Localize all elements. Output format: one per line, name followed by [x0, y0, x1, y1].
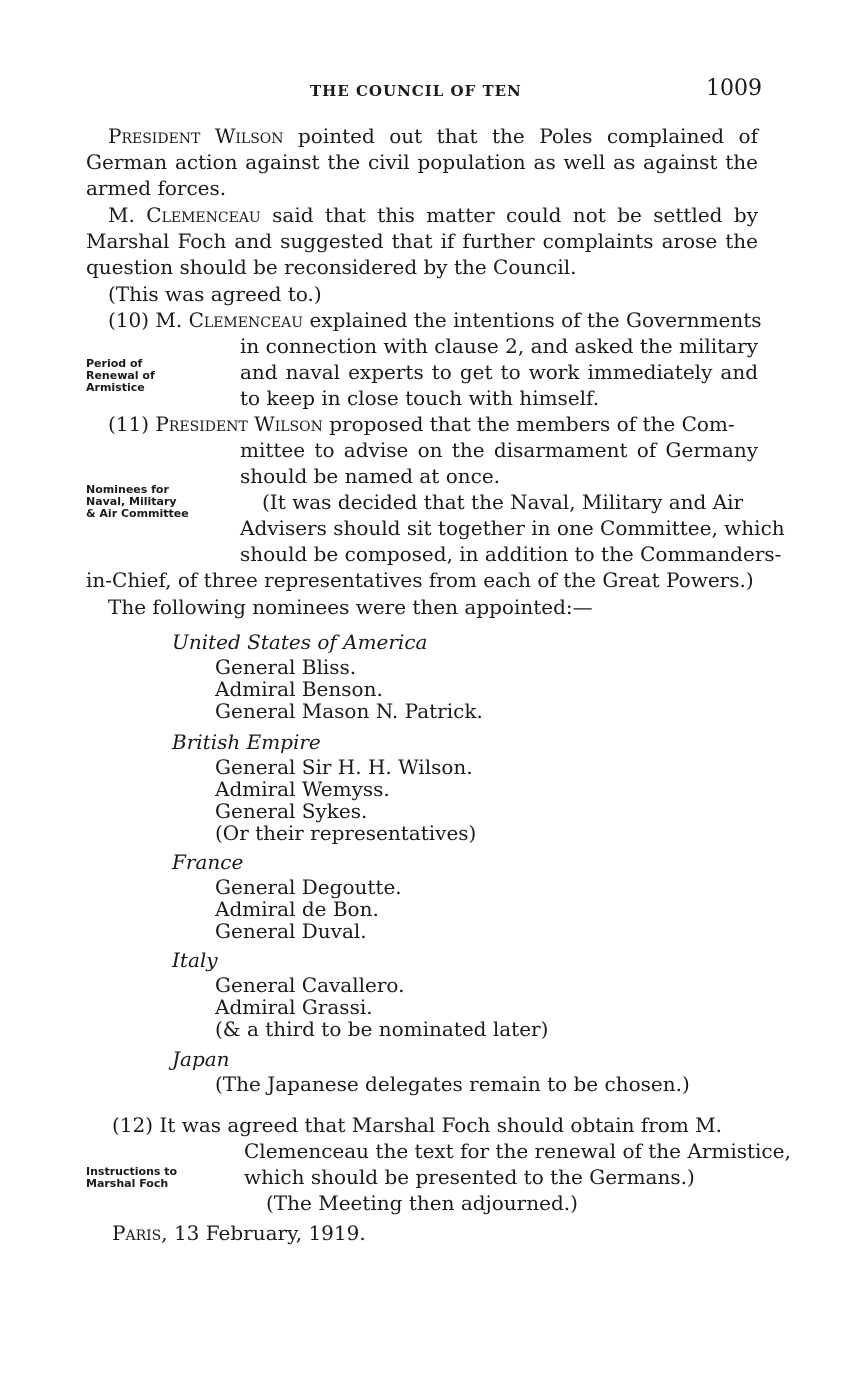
decision-line: Advisers should sit together in one Committee, which [240, 516, 785, 540]
nominee-name: (Or their representatives) [215, 821, 477, 845]
item12-first-line [112, 1112, 722, 1138]
decision-line: in-Chief, of three representatives from each of the Great Powers.) [86, 568, 754, 592]
adjourned-note: (The Meeting then adjourned.) [266, 1191, 578, 1215]
nominee-name: Admiral Wemyss. [215, 777, 390, 801]
nominee-name: Admiral Grassi. [215, 995, 373, 1019]
paragraph-text: pointed out that the Poles complained of German action against the civil population as well as against the armed forces. [86, 124, 758, 200]
country-heading: Italy [172, 948, 218, 972]
margin-note-line: Armistice [86, 381, 145, 394]
running-header: THE COUNCIL OF TEN [310, 82, 522, 100]
item-number: (10) [108, 308, 150, 332]
decision-line: (It was decided that the Naval, Military and Air [262, 490, 744, 514]
place-name: Paris [112, 1221, 162, 1245]
nominee-name: General Sykes. [215, 799, 368, 823]
agreed-note: (This was agreed to.) [108, 282, 322, 306]
margin-note-instructions [86, 1166, 216, 1190]
nominee-name: (The Japanese delegates remain to be chosen.) [215, 1072, 690, 1096]
nominee-name: Admiral de Bon. [215, 897, 379, 921]
nominee-name: General Cavallero. [215, 973, 405, 997]
item-text: It was agreed that Marshal Foch should obtain from M. [153, 1113, 723, 1137]
margin-note-nominees [86, 484, 216, 520]
country-heading: Japan [172, 1047, 230, 1071]
paragraph-wilson-poles [86, 123, 758, 201]
item11-body: mittee to advise on the disarmament of Germany should be named at once. [240, 438, 758, 488]
item10-body: in connection with clause 2, and asked the military and naval experts to get to work immediately and to keep in close touch with himself. [240, 334, 758, 410]
margin-note-line: Marshal Foch [86, 1177, 169, 1190]
nominee-name: General Mason N. Patrick. [215, 699, 483, 723]
item-number: (11) [108, 412, 150, 436]
margin-note-line: & Air Committee [86, 507, 189, 520]
margin-note-line: Naval, Military [86, 495, 177, 508]
item-number: (12) [112, 1113, 154, 1137]
nominees-intro: The following nominees were then appointed:— [108, 595, 593, 619]
item10-first-line [108, 307, 762, 333]
margin-note-line: Nominees for [86, 483, 169, 496]
country-heading: British Empire [172, 730, 321, 754]
margin-note-line: Instructions to [86, 1165, 178, 1178]
speaker-name: President Wilson [108, 124, 284, 148]
speaker-name: President Wilson [155, 412, 323, 436]
margin-note-renewal [86, 358, 216, 394]
item12-line: which should be presented to the Germans.) [244, 1165, 695, 1189]
closing-place-date [112, 1220, 366, 1246]
margin-note-line: Renewal of [86, 369, 155, 382]
item-text: proposed that the members of the Com- [322, 412, 735, 436]
nominee-name: General Bliss. [215, 655, 357, 679]
date-text: , 13 February, 1919. [161, 1221, 366, 1245]
paragraph-clemenceau-foch [86, 202, 758, 280]
margin-note-line: Period of [86, 357, 143, 370]
speaker-name: M. Clemenceau [155, 308, 304, 332]
page-number: 1009 [706, 76, 762, 101]
item12-line: Clemenceau the text for the renewal of the Armistice, [244, 1139, 791, 1163]
item11-first-line [108, 411, 735, 437]
speaker-name: M. Clemenceau [108, 203, 261, 227]
nominee-name: Admiral Benson. [215, 677, 383, 701]
paragraph-text: said that this matter could not be settled by Marshal Foch and suggested that if further complaints arose the question should be reconsidered by the Council. [86, 203, 758, 279]
nominee-name: General Sir H. H. Wilson. [215, 755, 473, 779]
decision-line: should be composed, in addition to the Commanders- [240, 542, 782, 566]
item-text: explained the intentions of the Governments [303, 308, 762, 332]
nominee-name: General Duval. [215, 919, 367, 943]
country-heading: France [172, 850, 244, 874]
country-heading: United States of America [172, 630, 428, 654]
nominee-name: (& a third to be nominated later) [215, 1017, 549, 1041]
nominee-name: General Degoutte. [215, 875, 402, 899]
